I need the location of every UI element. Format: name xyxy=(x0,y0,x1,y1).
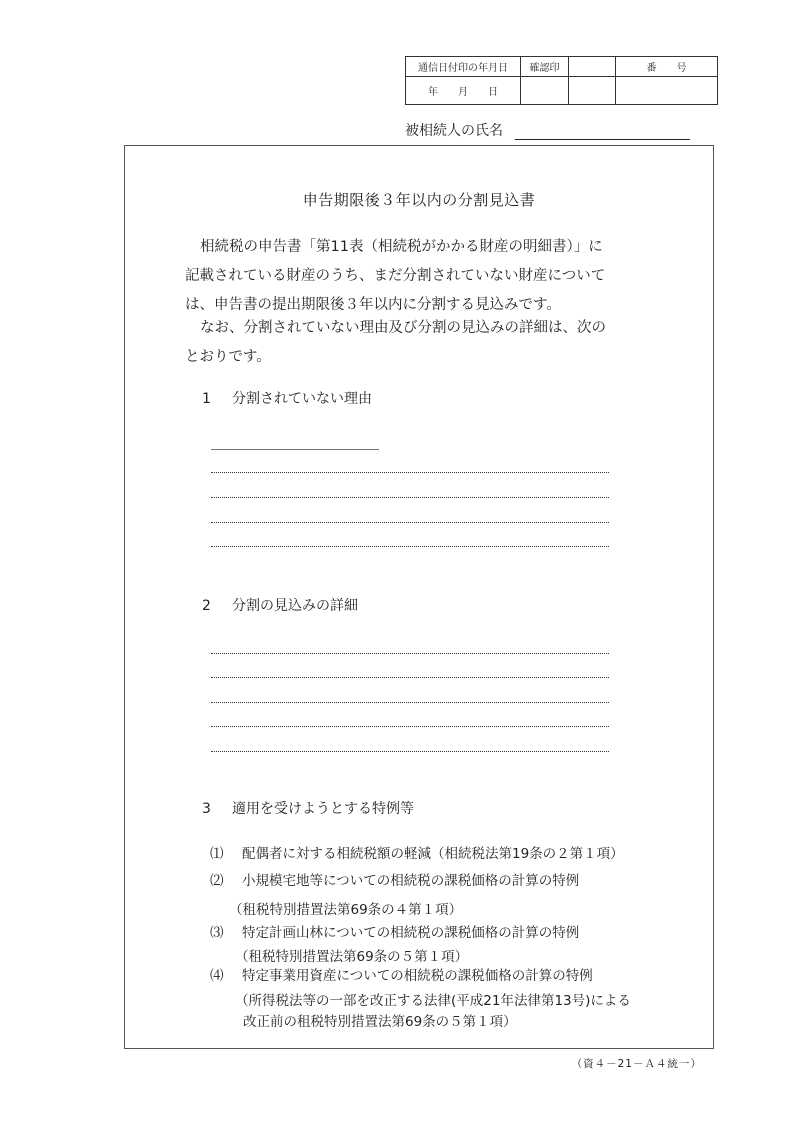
special-item-4-sub: （所得税法等の一部を改正する法律(平成21年法律第13号)による xyxy=(235,993,631,1009)
number-box[interactable] xyxy=(616,77,718,105)
form-code-footer: （資４－21－Ａ４統一） xyxy=(571,1058,702,1070)
intro-line-3: は、申告書の提出期限後３年以内に分割する見込みです。 xyxy=(185,297,561,313)
detail-line-3[interactable] xyxy=(211,702,609,703)
detail-line-2[interactable] xyxy=(211,677,609,678)
decedent-name-field[interactable] xyxy=(515,123,690,140)
section-2-label: 分割の見込みの詳細 xyxy=(232,598,358,614)
special-item-2-text: 小規模宅地等についての相続税の課税価格の計算の特例 xyxy=(242,873,580,889)
section-1-number: 1 xyxy=(202,391,211,407)
section-1-label: 分割されていない理由 xyxy=(232,391,372,407)
confirm-seal-box-2[interactable] xyxy=(569,77,616,105)
section-3-heading xyxy=(202,798,414,818)
special-item-4 xyxy=(210,966,593,986)
special-item-4-number: ⑷ xyxy=(210,968,224,984)
section-3-number: 3 xyxy=(202,801,211,817)
reason-line-5[interactable] xyxy=(211,546,609,547)
intro-paragraph-2 xyxy=(185,314,695,372)
special-item-3-text: 特定計画山林についての相続税の課税価格の計算の特例 xyxy=(242,925,580,941)
detail-line-5[interactable] xyxy=(211,751,609,752)
number-header: 番 号 xyxy=(616,57,718,77)
date-stamp-value[interactable]: 年 月 日 xyxy=(406,77,521,105)
special-item-4-text: 特定事業用資産についての相続税の課税価格の計算の特例 xyxy=(242,968,593,984)
intro-line-5: とおりです。 xyxy=(185,349,271,365)
confirm-seal-box[interactable] xyxy=(521,77,569,105)
section-2-heading xyxy=(202,595,358,615)
detail-line-1[interactable] xyxy=(211,653,609,654)
special-item-1-number: ⑴ xyxy=(210,846,224,862)
special-item-2-sub: （租税特別措置法第69条の４第１項） xyxy=(229,902,463,918)
reason-line-4[interactable] xyxy=(211,522,609,523)
decedent-name-row xyxy=(405,120,690,140)
reason-line-partial[interactable] xyxy=(211,449,379,450)
confirm-seal-blank xyxy=(569,57,616,77)
decedent-name-label: 被相続人の氏名 xyxy=(405,123,503,139)
intro-line-4: なお、分割されていない理由及び分割の見込みの詳細は、次の xyxy=(200,320,606,336)
section-2-number: 2 xyxy=(202,598,211,614)
special-item-1-text: 配偶者に対する相続税額の軽減（相続税法第19条の２第１項） xyxy=(242,846,624,862)
date-stamp-header: 通信日付印の年月日 xyxy=(406,57,521,77)
special-item-3-number: ⑶ xyxy=(210,925,224,941)
special-item-2 xyxy=(210,871,579,891)
detail-line-4[interactable] xyxy=(211,726,609,727)
special-item-1 xyxy=(210,844,624,864)
reason-line-3[interactable] xyxy=(211,497,609,498)
special-item-2-number: ⑵ xyxy=(210,873,224,889)
reason-line-2[interactable] xyxy=(211,472,609,473)
confirm-seal-header: 確認印 xyxy=(521,57,569,77)
form-frame xyxy=(124,145,714,1049)
special-item-3-sub: （租税特別措置法第69条の５第１項） xyxy=(235,949,469,965)
special-item-3 xyxy=(210,923,579,943)
intro-line-2: 記載されている財産のうち、まだ分割されていない財産について xyxy=(185,268,606,284)
document-title: 申告期限後３年以内の分割見込書 xyxy=(302,191,536,209)
intro-line-1: 相続税の申告書「第11表（相続税がかかる財産の明細書）」に xyxy=(200,239,603,255)
special-item-4-sub-2: 改正前の租税特別措置法第69条の５第１項） xyxy=(243,1014,517,1030)
section-1-heading xyxy=(202,388,372,408)
stamp-table xyxy=(405,56,718,105)
section-3-label: 適用を受けようとする特例等 xyxy=(232,801,414,817)
intro-paragraph-1 xyxy=(185,233,695,320)
